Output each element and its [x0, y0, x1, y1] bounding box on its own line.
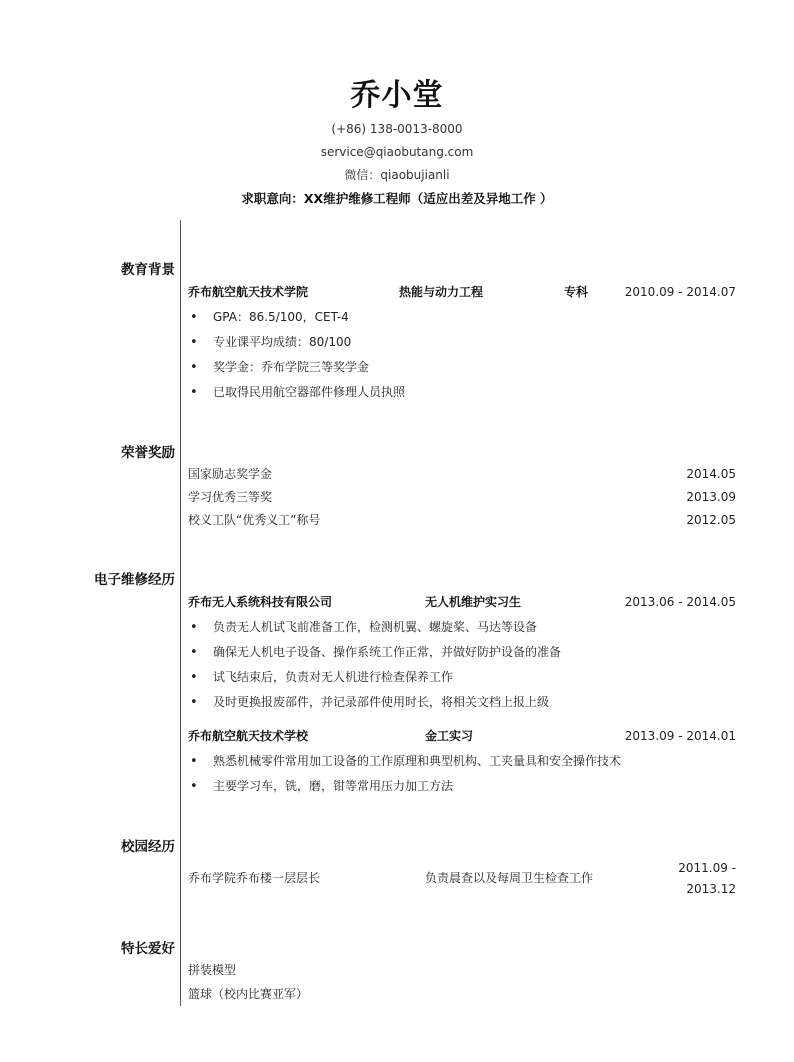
- phone-number: (+86) 138-0013-8000: [331, 122, 463, 136]
- school-name: 乔布航空航天技术学院: [188, 285, 309, 299]
- job-role: 无人机维护实习生: [425, 595, 522, 609]
- campus-date: 2011.09 - 2013.12: [678, 861, 736, 896]
- section-title-campus: 校园经历: [121, 839, 175, 855]
- section-title-honors: 荣誉奖励: [121, 445, 175, 461]
- job-role: 金工实习: [425, 729, 474, 743]
- campus-org: 乔布学院乔布楼一层层长: [188, 871, 321, 885]
- education-row: [188, 281, 736, 303]
- job-row: [188, 725, 736, 747]
- candidate-name: 乔小堂: [350, 78, 444, 113]
- section-title-experience: 电子维修经历: [94, 572, 175, 588]
- honor-row: 校义工队“优秀义工”称号 2012.05: [188, 513, 736, 527]
- wechat-id: 微信：qiaobujianli: [344, 168, 450, 182]
- degree-level: 专科: [564, 285, 589, 299]
- hobby-item: 篮球（校内比赛亚军）: [188, 987, 309, 1001]
- education-date: 2010.09 - 2014.07: [624, 285, 736, 299]
- section-title-hobbies: 特长爱好: [121, 941, 175, 957]
- job-row: [188, 591, 736, 613]
- email-address: service@qiaobutang.com: [320, 145, 474, 159]
- job-date: 2013.09 - 2014.01: [624, 729, 736, 743]
- job-intent: 求职意向：XX维护维修工程师（适应出差及异地工作 ）: [241, 191, 553, 206]
- campus-desc: 负责晨查以及每周卫生检查工作: [425, 871, 594, 885]
- honor-row: 国家励志奖学金 2014.05: [188, 467, 736, 481]
- company-name: 乔布航空航天技术学校: [188, 729, 309, 743]
- job-date: 2013.06 - 2014.05: [624, 595, 736, 609]
- timeline-divider: [180, 220, 181, 1006]
- hobby-item: 拼装模型: [188, 963, 237, 977]
- honor-row: 学习优秀三等奖 2013.09: [188, 490, 736, 504]
- resume-header: [0, 76, 794, 211]
- section-title-education: 教育背景: [121, 262, 175, 278]
- major-name: 热能与动力工程: [399, 285, 484, 299]
- company-name: 乔布无人系统科技有限公司: [188, 595, 333, 609]
